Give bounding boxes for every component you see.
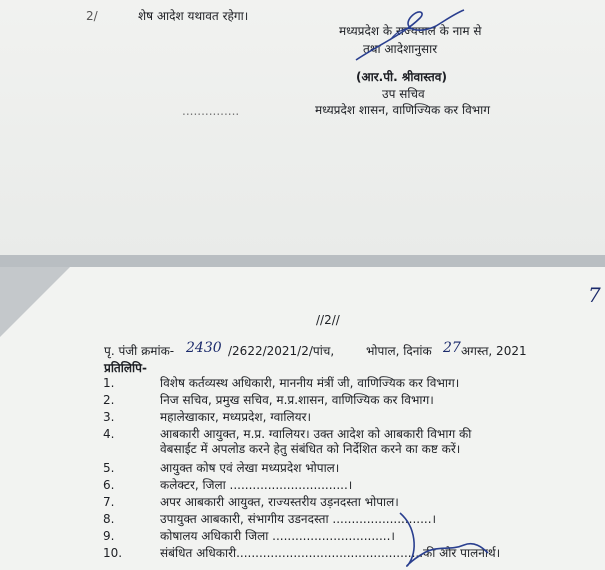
- list-item-number: 3.: [103, 410, 115, 424]
- list-item-number: 10.: [103, 546, 123, 560]
- list-item-number: 4.: [103, 427, 115, 441]
- list-item-number: 1.: [103, 376, 115, 390]
- signature-upper: [350, 0, 470, 72]
- document-page-upper: [0, 0, 605, 255]
- list-item-number: 8.: [103, 512, 115, 526]
- reference-number-handwritten: 2430: [186, 340, 222, 356]
- folded-corner: [0, 267, 70, 337]
- list-item-text: विशेष कर्तव्यस्थ अधिकारी, माननीय मंत्रीं जी, वाणिज्यिक कर विभाग।: [160, 376, 460, 390]
- list-item-text: कोषालय अधिकारी जिला ...............................।: [160, 529, 395, 543]
- list-item-text: आबकारी आयुक्त, म.प्र. ग्वालियर। उक्त आदेश को आबकारी विभाग की: [160, 427, 472, 441]
- date-handwritten: 27: [443, 340, 461, 356]
- document-page-lower: [0, 267, 605, 570]
- signatory-designation: उप सचिव: [382, 87, 425, 101]
- list-item-number: 6.: [103, 478, 115, 492]
- date-suffix: अगस्त, 2021: [461, 344, 527, 358]
- list-item-text: निज सचिव, प्रमुख सचिव, म.प्र.शासन, वाणिज्यिक कर विभाग।: [160, 393, 434, 407]
- list-item-text: आयुक्त कोष एवं लेखा मध्यप्रदेश भोपाल।: [160, 461, 340, 475]
- list-item-text: अपर आबकारी आयुक्त, राज्यस्तरीय उड़नदस्ता भोपाल।: [160, 495, 399, 509]
- page-number: //2//: [316, 313, 340, 327]
- dotted-line: ...............: [182, 104, 240, 118]
- paragraph-number: 2/: [86, 9, 98, 23]
- list-item-text: महालेखाकार, मध्यप्रदेश, ग्वालियर।: [160, 410, 312, 424]
- copy-heading: प्रतिलिपि-: [104, 361, 147, 375]
- authority-line-2: तथा आदेशानुसार: [363, 42, 438, 56]
- signature-lower: [380, 507, 490, 570]
- corner-page-mark: 7: [588, 283, 601, 307]
- list-item-text: संबंधित अधिकारी.................................................की ओर पालनार्थ।: [160, 546, 501, 560]
- list-item-continuation: वेबसाईट में अपलोड करने हेतु संबंधित को निर्देशित करने का कष्ट करें।: [160, 442, 461, 456]
- list-item-number: 5.: [103, 461, 115, 475]
- page-gap: [0, 255, 605, 267]
- list-item-number: 7.: [103, 495, 115, 509]
- place-date-prefix: भोपाल, दिनांक: [366, 344, 432, 358]
- list-item-text: उपायुक्त आबकारी, संभागीय उडनदस्ता ..........................।: [160, 512, 437, 526]
- authority-line-1: मध्यप्रदेश के राज्यपाल के नाम से: [339, 24, 482, 38]
- signatory-name: (आर.पी. श्रीवास्तव): [356, 70, 447, 84]
- paragraph-text: शेष आदेश यथावत रहेगा।: [138, 9, 249, 23]
- reference-prefix: पृ. पंजी क्रमांक-: [104, 344, 175, 358]
- reference-suffix: /2622/2021/2/पांच,: [228, 344, 335, 358]
- signatory-department: मध्यप्रदेश शासन, वाणिज्यिक कर विभाग: [315, 103, 491, 117]
- list-item-text: कलेक्टर, जिला ...............................।: [160, 478, 353, 492]
- list-item-number: 9.: [103, 529, 115, 543]
- list-item-number: 2.: [103, 393, 115, 407]
